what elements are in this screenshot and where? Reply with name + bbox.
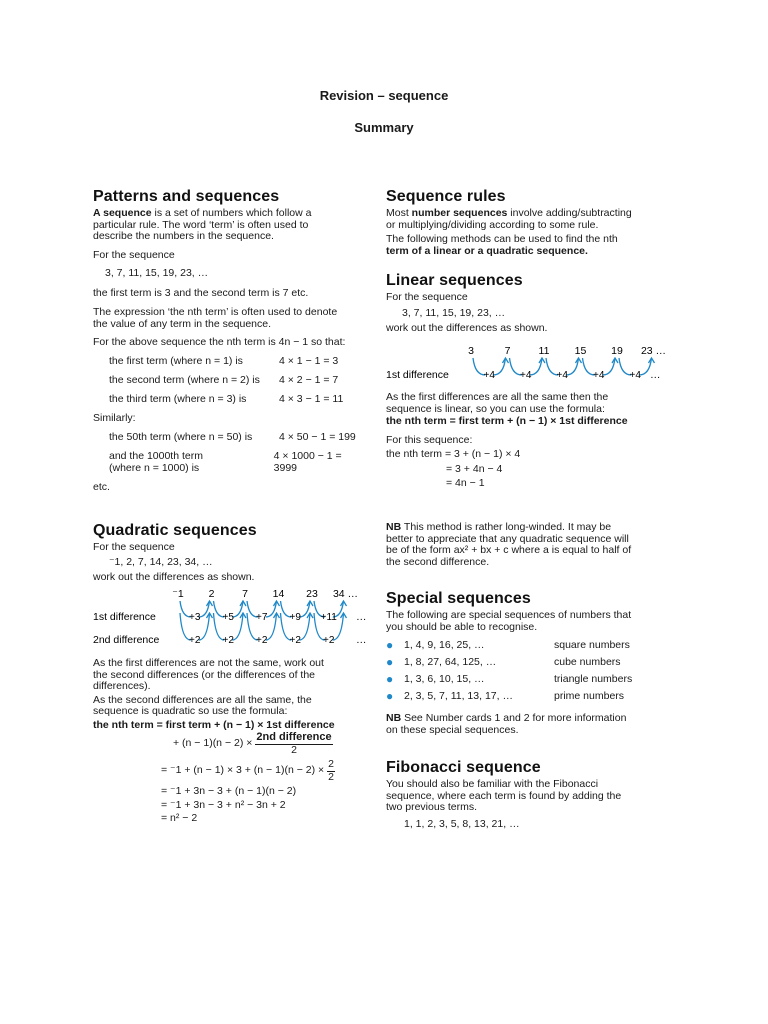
difference-ellipsis: …	[650, 369, 661, 381]
linear-for-this: For this sequence:	[386, 433, 473, 446]
linear-formula-section	[386, 392, 686, 490]
linear-seq: 3, 7, 11, 15, 19, 23, …	[402, 306, 506, 319]
quadratic-for-seq: For the sequence	[93, 541, 175, 553]
linear-heading: Linear sequences	[386, 272, 523, 289]
linear-work-line: = 4n − 1	[446, 477, 485, 489]
patterns-intro-3: describe the numbers in the sequence.	[93, 230, 274, 242]
difference-value: +2	[256, 635, 268, 646]
linear-work-out: work out the differences as shown.	[386, 322, 548, 334]
fibonacci-line-3: two previous terms.	[386, 801, 478, 813]
sequence-term: 2	[208, 588, 215, 600]
difference-value: +9	[289, 612, 301, 623]
patterns-rows2	[93, 432, 365, 474]
rules-line-3: The following methods can be used to find the nth	[386, 233, 618, 245]
quadratic-diff1-label: 1st difference	[93, 611, 156, 623]
linear-as-1: As the first differences are all the same then the	[386, 391, 609, 403]
difference-value: +4	[593, 370, 605, 381]
list-item: ● 2, 3, 5, 7, 11, 13, 17, … prime numbers	[386, 688, 625, 703]
patterns-above-line: For the above sequence the nth term is 4n − 1 so that:	[93, 336, 346, 348]
linear-difference-diagram	[386, 342, 686, 387]
rules-line-4: term of a linear or a quadratic sequence.	[386, 244, 588, 257]
difference-value: +4	[556, 370, 568, 381]
patterns-similarly: Similarly:	[93, 411, 136, 424]
patterns-heading: Patterns and sequences	[93, 188, 280, 205]
quadratic-as1-1: As the first differences are not the same, work out	[93, 657, 324, 669]
patterns-for-seq: For the sequence	[93, 248, 175, 261]
difference-value: +4	[483, 370, 495, 381]
fibonacci-section	[386, 759, 686, 830]
difference-value: +3	[189, 612, 201, 623]
patterns-seq: 3, 7, 11, 15, 19, 23, …	[105, 267, 209, 279]
special-section	[386, 590, 686, 705]
quadratic-as1-3: differences).	[93, 680, 151, 692]
patterns-intro: A sequence is a set of numbers which follow a	[93, 207, 312, 219]
linear-as-2: sequence is linear, so you can use the formula:	[386, 402, 605, 415]
quadratic-as2-2: sequence is quadratic so use the formula:	[93, 705, 288, 717]
sequence-term: 34 …	[332, 588, 359, 600]
term-row-1000: and the 1000th term (where n = 1000) is 4 × 1000 − 1 = 3999	[109, 450, 342, 474]
term-row: the third term (where n = 3) is 4 × 3 − 1 = 11	[109, 392, 344, 405]
rules-heading: Sequence rules	[386, 188, 506, 205]
quadratic-work-line: = ⁻1 + 3n − 3 + n² − 3n + 2	[161, 798, 286, 811]
quadratic-work-line: = ⁻1 + 3n − 3 + (n − 1)(n − 2)	[161, 785, 297, 797]
sequence-term: 7	[504, 345, 511, 357]
linear-work-line: the nth term = 3 + (n − 1) × 4	[386, 448, 521, 460]
sequence-term: 23	[306, 588, 318, 600]
rules-line-2: or multiplying/dividing according to some rule.	[386, 218, 599, 231]
sequence-term: 7	[242, 588, 248, 600]
sequence-term: 19	[611, 345, 623, 357]
special-line-1: The following are special sequences of numbers that	[386, 609, 632, 621]
linear-for-seq: For the sequence	[386, 291, 468, 303]
quadratic-work-1: = ⁻1 + (n − 1) × 3 + (n − 1)(n − 2) × $\frac{2}{2}$	[161, 758, 334, 783]
linear-formula: the nth term = first term + (n − 1) × 1st difference	[386, 415, 628, 427]
linear-diff-label: 1st difference	[386, 369, 449, 381]
quadratic-work-out: work out the differences as shown.	[93, 571, 255, 583]
sequence-term: 11	[538, 345, 550, 357]
patterns-section	[93, 188, 365, 494]
list-item: ● 1, 3, 6, 10, 15, … triangle numbers	[386, 671, 633, 686]
quadratic-difference-diagram	[93, 584, 378, 650]
sequence-term: 3	[468, 345, 474, 357]
difference-ellipsis: …	[356, 611, 367, 623]
quadratic-diff2-label: 2nd difference	[93, 634, 160, 646]
special-heading: Special sequences	[386, 590, 531, 607]
patterns-first-second: the first term is 3 and the second term is 7 etc.	[93, 286, 309, 299]
sequence-term: ⁻1	[172, 588, 184, 600]
patterns-rows	[93, 356, 365, 413]
difference-value: +11	[320, 612, 337, 623]
nb-quadratic-note: NB This method is rather long-winded. It may be better to appreciate that any quadratic sequence will be of the form ax² + bx + c where a is equal to half of the second difference.	[386, 521, 632, 568]
difference-value: +2	[289, 635, 301, 646]
fibonacci-seq: 1, 1, 2, 3, 5, 8, 13, 21, …	[404, 817, 520, 830]
difference-value: +2	[222, 635, 234, 646]
quadratic-formula: the nth term = first term + (n − 1) × 1st difference	[93, 718, 335, 731]
fibonacci-line-1: You should also be familiar with the Fibonacci	[386, 778, 599, 790]
difference-value: +2	[323, 635, 335, 646]
quadratic-seq: ⁻1, 2, 7, 14, 23, 34, …	[109, 555, 213, 568]
quadratic-formula-2: + (n − 1)(n − 2) × $\frac{\text{2nd difference}}{2}$	[173, 731, 332, 756]
page-title: Revision – sequence	[319, 88, 449, 103]
page-subtitle: Summary	[354, 120, 414, 135]
quadratic-work-line: = n² − 2	[161, 812, 198, 824]
patterns-expr-1: The expression ‘the nth term’ is often used to denote	[93, 306, 338, 318]
sequence-term: 14	[272, 588, 285, 600]
sequence-term: 23 …	[640, 345, 667, 357]
difference-value: +4	[629, 370, 641, 381]
quadratic-formula-section	[93, 658, 378, 825]
quadratic-as1-2: the second differences (or the differences of the	[93, 668, 316, 681]
quadratic-heading: Quadratic sequences	[93, 522, 257, 539]
fibonacci-line-2: sequence, where each term is found by adding the	[386, 789, 622, 802]
rules-line-1: Most number sequences involve adding/subtracting	[386, 207, 632, 219]
special-list	[386, 637, 686, 705]
difference-value: +5	[222, 612, 234, 623]
rules-section	[386, 188, 676, 257]
list-item: ● 1, 8, 27, 64, 125, … cube numbers	[386, 654, 621, 669]
nb-special-note: NB See Number cards 1 and 2 for more information on these special sequences.	[386, 712, 627, 736]
patterns-intro-2: particular rule. The word ‘term’ is often used to	[93, 218, 309, 231]
patterns-etc: etc.	[93, 481, 110, 493]
difference-value: +2	[189, 635, 201, 646]
difference-ellipsis: …	[356, 634, 367, 646]
term-row: the second term (where n = 2) is 4 × 2 − 1 = 7	[109, 373, 339, 386]
sequence-term: 15	[574, 345, 587, 357]
term-row: the first term (where n = 1) is 4 × 1 − 1 = 3	[109, 354, 339, 367]
linear-section	[386, 272, 686, 335]
linear-work-line: = 3 + 4n − 4	[446, 462, 503, 475]
special-line-2: you should be able to recognise.	[386, 620, 538, 633]
list-item: ● 1, 4, 9, 16, 25, … square numbers	[386, 637, 630, 652]
patterns-expr-2: the value of any term in the sequence.	[93, 317, 272, 330]
quadratic-section	[93, 522, 373, 584]
difference-value: +7	[256, 612, 268, 623]
fibonacci-heading: Fibonacci sequence	[386, 759, 541, 776]
difference-value: +4	[520, 370, 532, 381]
quadratic-as2-1: As the second differences are all the same, the	[93, 693, 312, 706]
term-row: the 50th term (where n = 50) is 4 × 50 − 1 = 199	[109, 431, 356, 443]
